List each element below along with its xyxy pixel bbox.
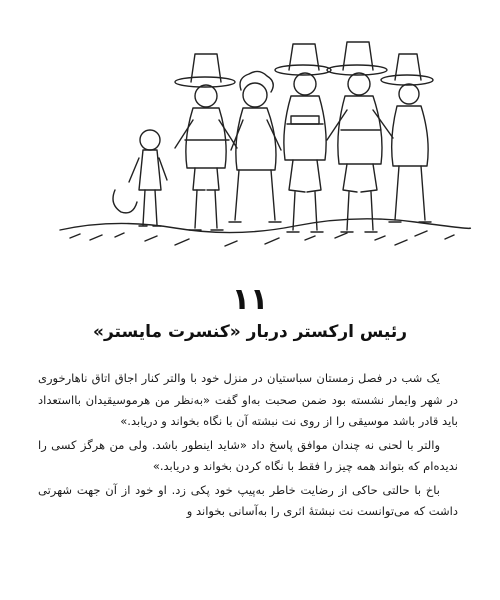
paragraph: والتر با لحنی نه چندان موافق پاسخ داد «شاید اینطور باشد. ولی من هرگز کسی را ندیده‌ام که بتواند همه چیز را فقط با نگاه کردن بخواند و دریابد.» [38, 437, 458, 473]
paragraph: یک شب در فصل زمستان سباستیان در منزل خود با والتر کنار اجاق اتاق ناهارخوری در شهر وایمار نشسته بود ضمن صحبت به‌او گفت «به‌نظر من هرموسیقیدان با‌استعداد باید قادر باشد موسیقی را از روی نت نبشته آن با نگاه بخواند و دریابد.» [38, 371, 458, 428]
choir-singers-illustration [55, 40, 475, 260]
chapter-body [38, 368, 458, 523]
chapter-number: ۱۱ [231, 282, 269, 317]
paragraph: باخ با حالتی حاکی از رضایت خاطر به‌پیپ خود پکی زد. او خود از آن جهت شهرتی داشت که می‌توانست نت نبشتهٔ اثری را به‌آسانی بخواند و [38, 482, 458, 518]
chapter-title: رئیس ارکستر دربار «کنسرت مایستر» [92, 322, 408, 342]
